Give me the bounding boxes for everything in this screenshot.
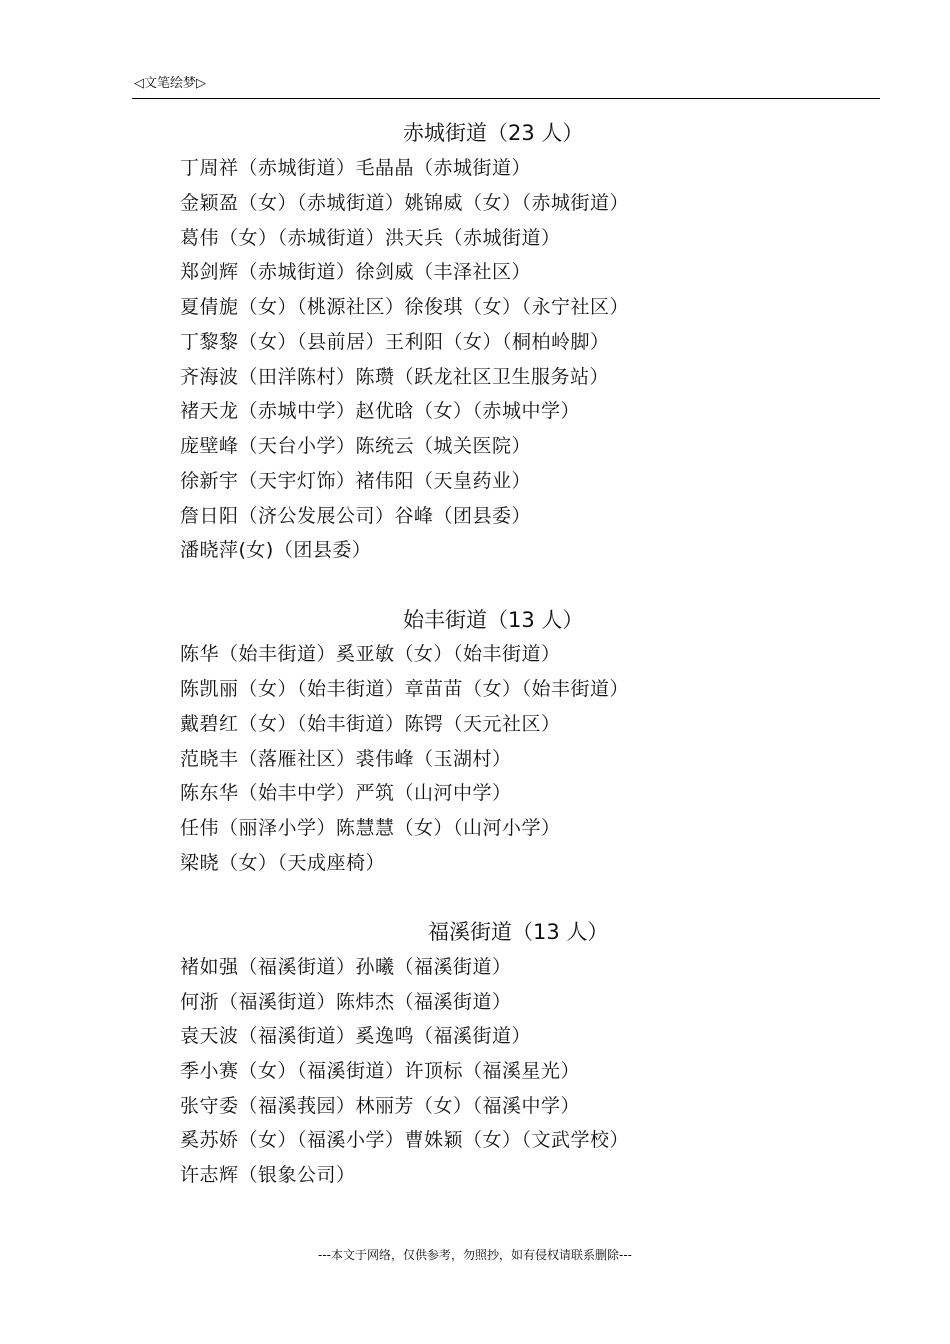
- list-item: 潘晓萍(女)（团县委）: [180, 539, 372, 561]
- list-item: 郑剑辉（赤城街道）徐剑威（丰泽社区）: [180, 261, 532, 283]
- list-item: 庞壁峰（天台小学）陈统云（城关医院）: [180, 435, 532, 457]
- section-title: 始丰街道（13 人）: [403, 608, 584, 632]
- list-item: 袁天波（福溪街道）奚逸鸣（福溪街道）: [180, 1025, 532, 1047]
- list-item: 褚天龙（赤城中学）赵优晗（女）（赤城中学）: [180, 400, 581, 422]
- list-item: 范晓丰（落雁社区）裘伟峰（玉湖村）: [180, 748, 512, 770]
- list-item: 金颖盈（女）（赤城街道）姚锦威（女）（赤城街道）: [180, 192, 630, 214]
- list-item: 戴碧红（女）（始丰街道）陈锷（天元社区）: [180, 713, 561, 735]
- list-item: 奚苏娇（女）（福溪小学）曹姝颖（女）（文武学校）: [180, 1129, 630, 1151]
- section-title: 福溪街道（13 人）: [428, 920, 609, 944]
- header-text: ◁文笔绘梦▷: [134, 76, 206, 91]
- list-item: 齐海波（田洋陈村）陈瓒（跃龙社区卫生服务站）: [180, 366, 610, 388]
- list-item: 丁黎黎（女）（县前居）王利阳（女）（桐柏岭脚）: [180, 331, 610, 353]
- page-header: [132, 74, 880, 99]
- list-item: 陈华（始丰街道）奚亚敏（女）（始丰街道）: [180, 643, 561, 665]
- section-title: 赤城街道（23 人）: [403, 121, 584, 145]
- list-item: 徐新宇（天宇灯饰）褚伟阳（天皇药业）: [180, 470, 532, 492]
- list-item: 葛伟（女）（赤城街道）洪天兵（赤城街道）: [180, 227, 561, 249]
- list-item: 梁晓（女）（天成座椅）: [180, 852, 386, 874]
- page-footer: ---本文于网络，仅供参考，勿照抄，如有侵权请联系删除---: [318, 1248, 632, 1262]
- list-item: 任伟（丽泽小学）陈慧慧（女）（山河小学）: [180, 817, 561, 839]
- list-item: 何浙（福溪街道）陈炜杰（福溪街道）: [180, 991, 512, 1013]
- list-item: 张守委（福溪莪园）林丽芳（女）（福溪中学）: [180, 1095, 581, 1117]
- list-item: 夏倩旎（女）（桃源社区）徐俊琪（女）（永宁社区）: [180, 296, 630, 318]
- list-item: 詹日阳（济公发展公司）谷峰（团县委）: [180, 505, 532, 527]
- list-item: 许志辉（银象公司）: [180, 1164, 356, 1186]
- list-item: 季小赛（女）（福溪街道）许顶标（福溪星光）: [180, 1060, 581, 1082]
- list-item: 陈凯丽（女）（始丰街道）章苗苗（女）（始丰街道）: [180, 678, 630, 700]
- list-item: 褚如强（福溪街道）孙曦（福溪街道）: [180, 956, 512, 978]
- list-item: 丁周祥（赤城街道）毛晶晶（赤城街道）: [180, 157, 532, 179]
- list-item: 陈东华（始丰中学）严筑（山河中学）: [180, 782, 512, 804]
